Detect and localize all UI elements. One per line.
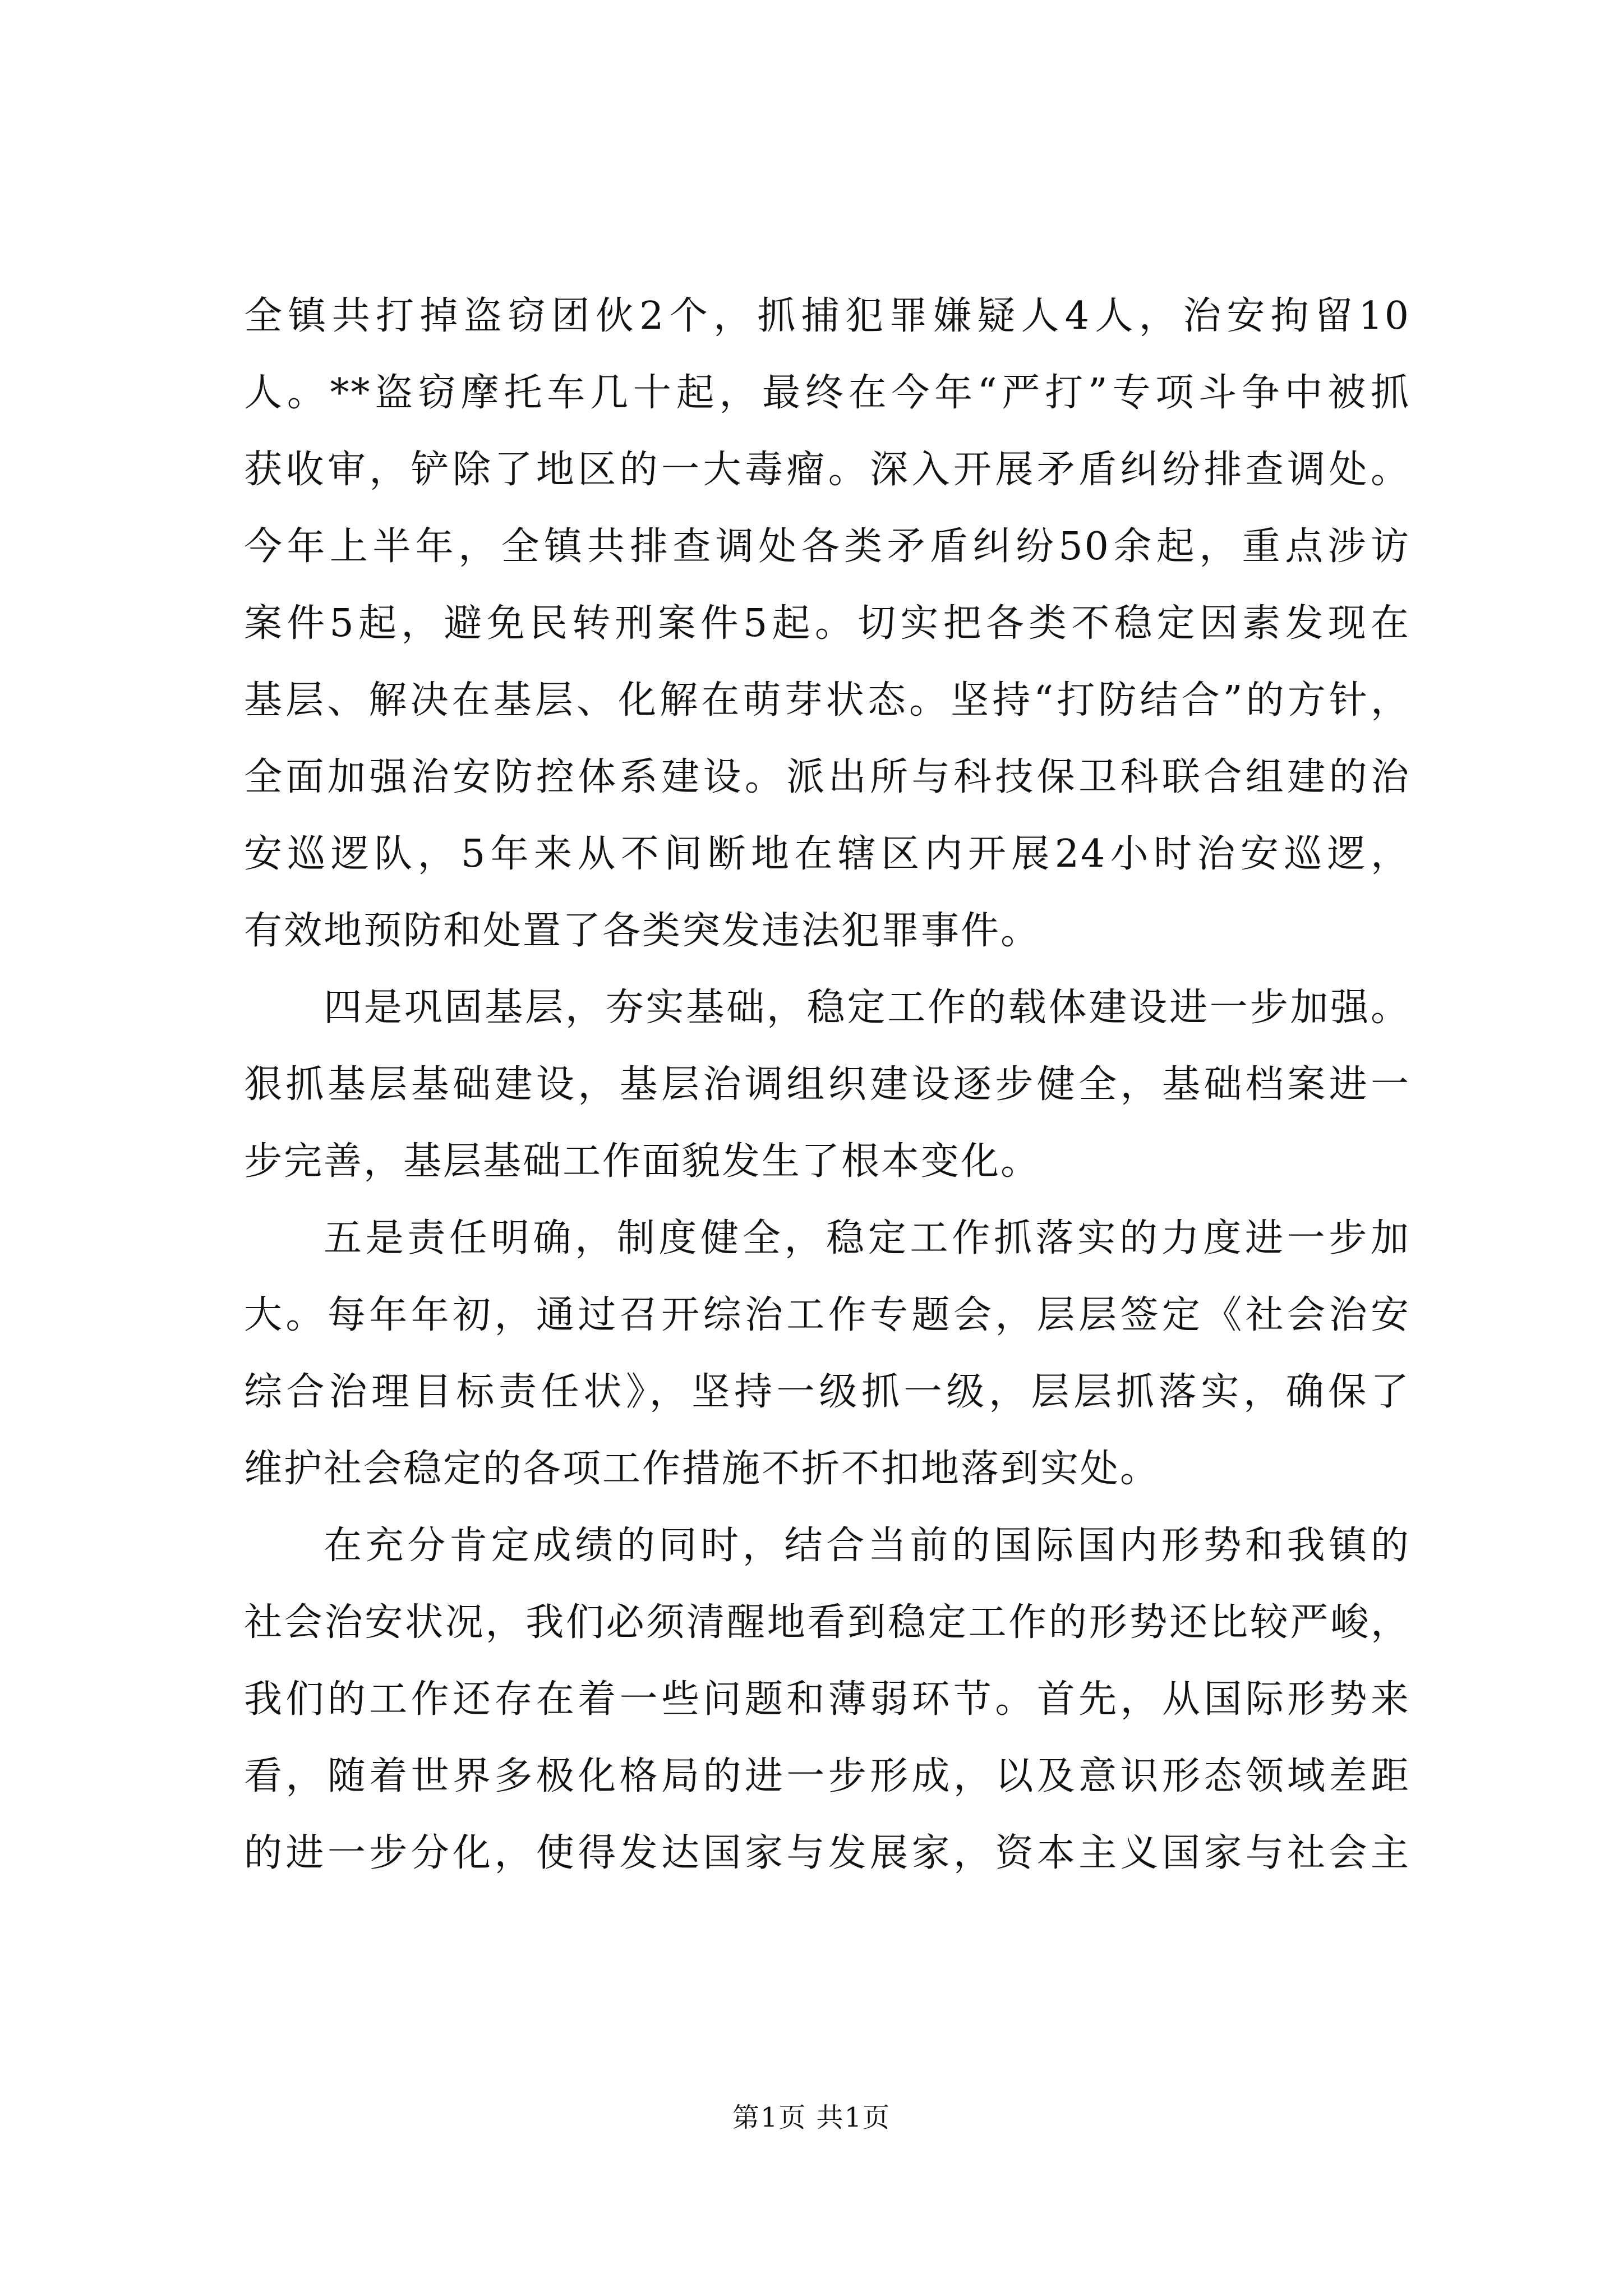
text-line: 基层、解决在基层、化解在萌芽状态。坚持“打防结合”的方针， [244,678,1410,723]
text-line: 维护社会稳定的各项工作措施不折不扣地落到实处。 [244,1447,1160,1491]
text-line: 人。**盗窃摩托车几十起，最终在今年“严打”专项斗争中被抓 [244,371,1410,415]
page-footer: 第1页 共1页 [732,2102,891,2133]
text-line: 狠抓基层基础建设，基层治调组织建设逐步健全，基础档案进一 [244,1062,1410,1107]
paragraph-first-line: 四是巩固基层，夯实基础，稳定工作的载体建设进一步加强。 [324,986,1410,1030]
text-line: 我们的工作还存在着一些问题和薄弱环节。首先，从国际形势来 [244,1677,1410,1722]
text-line: 大。每年年初，通过召开综治工作专题会，层层签定《社会治安 [244,1293,1410,1337]
text-line: 全镇共打掉盗窃团伙2个，抓捕犯罪嫌疑人4人，治安拘留10 [244,294,1410,338]
text-line: 步完善，基层基础工作面貌发生了根本变化。 [244,1139,1041,1184]
text-line: 全面加强治安防控体系建设。派出所与科技保卫科联合组建的治 [244,755,1410,799]
text-line: 综合治理目标责任状》，坚持一级抓一级，层层抓落实，确保了 [244,1370,1410,1414]
paragraph-first-line: 五是责任明确，制度健全，稳定工作抓落实的力度进一步加 [324,1216,1410,1260]
text-line: 获收审，铲除了地区的一大毒瘤。深入开展矛盾纠纷排查调处。 [244,448,1410,492]
text-line: 的进一步分化，使得发达国家与发展家，资本主义国家与社会主 [244,1831,1410,1875]
document-body [244,278,1410,1892]
paragraph-first-line: 在充分肯定成绩的同时，结合当前的国际国内形势和我镇的 [324,1524,1410,1568]
text-line: 有效地预防和处置了各类突发违法犯罪事件。 [244,909,1041,953]
text-line: 看，随着世界多极化格局的进一步形成，以及意识形态领域差距 [244,1754,1410,1798]
text-line: 案件5起，避免民转刑案件5起。切实把各类不稳定因素发现在 [244,601,1410,646]
text-line: 社会治安状况，我们必须清醒地看到稳定工作的形势还比较严峻， [244,1600,1410,1645]
text-line: 今年上半年，全镇共排查调处各类矛盾纠纷50余起，重点涉访 [244,524,1410,569]
text-line: 安巡逻队，5年来从不间断地在辖区内开展24小时治安巡逻， [244,832,1410,876]
